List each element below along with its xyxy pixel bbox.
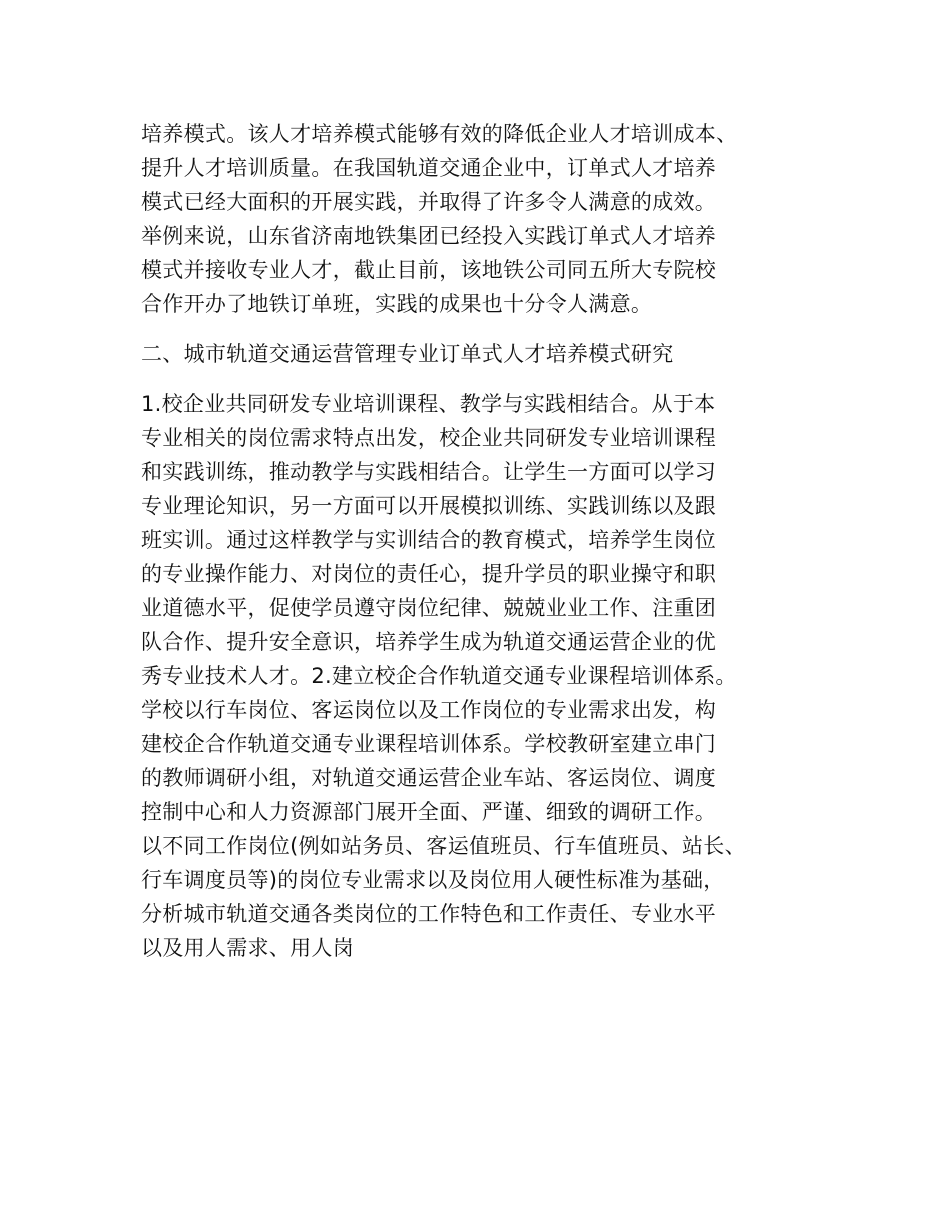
text-line: 控制中心和人力资源部门展开全面、严谨、细致的调研工作。 <box>141 800 717 824</box>
text-line: 模式已经大面积的开展实践，并取得了许多令人满意的成效。 <box>141 190 717 214</box>
text-line: 模式并接收专业人才，截止目前，该地铁公司同五所大专院校 <box>141 258 717 282</box>
text-line: 合作开办了地铁订单班，实践的成果也十分令人满意。 <box>141 292 653 316</box>
text-line: 提升人才培训质量。在我国轨道交通企业中，订单式人才培养 <box>141 156 717 180</box>
text-line: 的教师调研小组，对轨道交通运营企业车站、客运岗位、调度 <box>141 766 717 790</box>
text-line: 业道德水平，促使学员遵守岗位纪律、兢兢业业工作、注重团 <box>141 596 717 620</box>
section-heading <box>141 337 826 371</box>
text-line: 培养模式。该人才培养模式能够有效的降低企业人才培训成本、 <box>141 122 738 146</box>
heading-line: 二、城市轨道交通运营管理专业订单式人才培养模式研究 <box>141 342 674 366</box>
text-line: 分析城市轨道交通各类岗位的工作特色和工作责任、专业水平 <box>141 902 717 926</box>
document-body <box>141 117 826 965</box>
text-line: 班实训。通过这样教学与实训结合的教育模式，培养学生岗位 <box>141 528 717 552</box>
text-line: 举例来说，山东省济南地铁集团已经投入实践订单式人才培养 <box>141 224 717 248</box>
text-line: 秀专业技术人才。2.建立校企合作轨道交通专业课程培训体系。 <box>141 664 737 688</box>
text-line: 以及用人需求、用人岗 <box>141 936 354 960</box>
text-line: 队合作、提升安全意识，培养学生成为轨道交通运营企业的优 <box>141 630 717 654</box>
text-line: 和实践训练，推动教学与实践相结合。让学生一方面可以学习 <box>141 460 717 484</box>
text-line: 学校以行车岗位、客运岗位以及工作岗位的专业需求出发，构 <box>141 698 717 722</box>
text-line: 的专业操作能力、对岗位的责任心，提升学员的职业操守和职 <box>141 562 717 586</box>
text-line: 建校企合作轨道交通专业课程培训体系。学校教研室建立串门 <box>141 732 717 756</box>
paragraph-intro <box>141 117 826 321</box>
text-line: 专业相关的岗位需求特点出发，校企业共同研发专业培训课程 <box>141 426 717 450</box>
text-line: 以不同工作岗位(例如站务员、客运值班员、行车值班员、站长、 <box>141 834 746 858</box>
text-line: 专业理论知识，另一方面可以开展模拟训练、实践训练以及跟 <box>141 494 717 518</box>
paragraph-body <box>141 387 826 965</box>
text-line: 1.校企业共同研发专业培训课程、教学与实践相结合。从于本 <box>141 392 716 416</box>
text-line: 行车调度员等)的岗位专业需求以及岗位用人硬性标准为基础， <box>141 868 725 892</box>
